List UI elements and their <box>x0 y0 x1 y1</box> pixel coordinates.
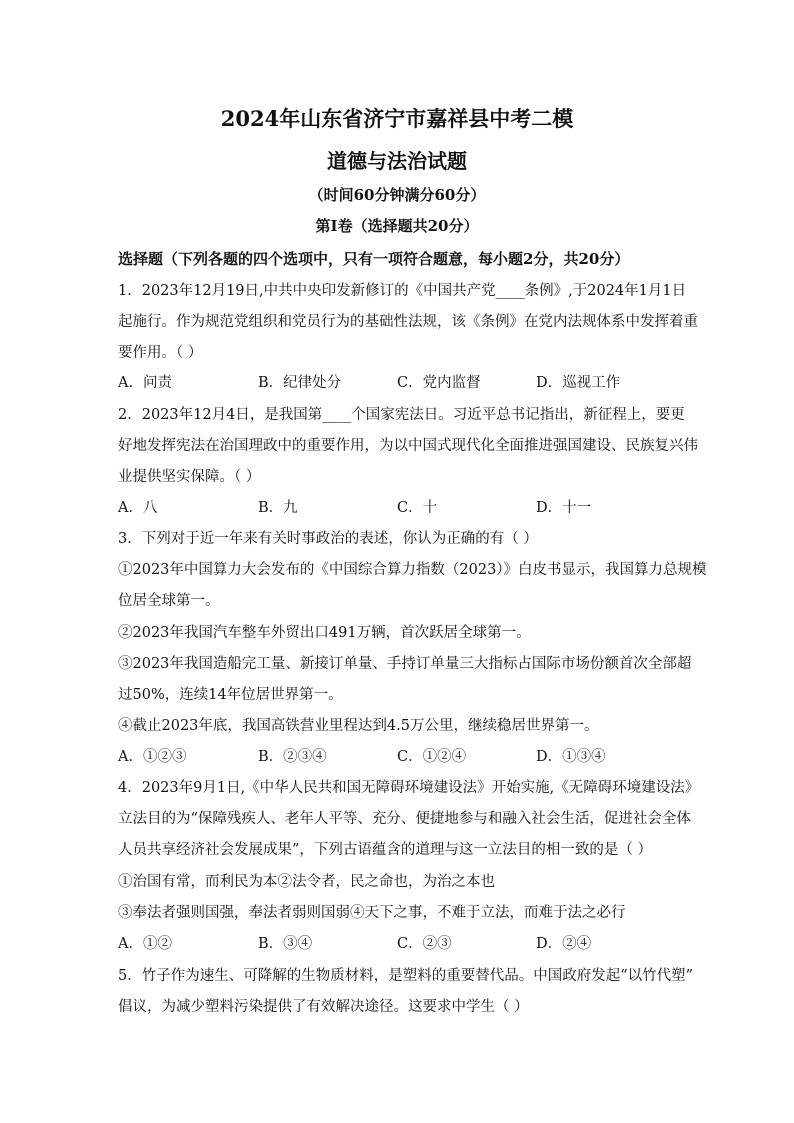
q1-line-1: 1．2023年12月19日,中共中央印发新修订的《中国共产党____条例》,于2024年1月1日 <box>118 283 687 299</box>
q3-line-5: ③2023年我国造船完工量、新接订单量、手持订单量三大指标占国际市场份额首次全部超 <box>118 656 692 672</box>
q3-line-2: ①2023年中国算力大会发布的《中国综合算力指数（2023）》白皮书显示，我国算力总规模 <box>118 562 707 578</box>
q2-option-b: B．九 <box>258 500 298 516</box>
q4-line-1: 4．2023年9月1日,《中华人民共和国无障碍环境建设法》开始实施,《无障碍环境建设法》 <box>118 780 700 796</box>
q4-line-2: 立法目的为“保障残疾人、老年人平等、充分、便捷地参与和融入社会生活，促进社会全体 <box>118 811 691 827</box>
q3-line-7: ④截止2023年底，我国高铁营业里程达到4.5万公里，继续稳居世界第一。 <box>118 718 599 734</box>
volume-heading: 第Ⅰ卷（选择题共20分） <box>315 217 479 235</box>
q3-line-4: ②2023年我国汽车整车外贸出口491万辆，首次跃居全球第一。 <box>118 625 531 641</box>
q3-option-b: B．②③④ <box>258 749 327 765</box>
section-instruction: 选择题（下列各题的四个选项中，只有一项符合题意，每小题2分，共20分） <box>118 250 630 268</box>
q4-option-a: A．①② <box>118 936 172 952</box>
q3-option-c: C．①②④ <box>397 749 467 765</box>
q5-line-1: 5．竹子作为速生、可降解的生物质材料，是塑料的重要替代品。中国政府发起“以竹代塑” <box>118 968 694 984</box>
q2-line-2: 好地发挥宪法在治国理政中的重要作用，为以中国式现代化全面推进强国建设、民族复兴伟 <box>118 438 698 454</box>
q3-line-3: 位居全球第一。 <box>118 593 220 609</box>
q2-line-1: 2．2023年12月4日，是我国第____个国家宪法日。习近平总书记指出，新征程上，要更 <box>118 407 685 423</box>
q1-option-d: D．巡视工作 <box>536 375 621 391</box>
q4-option-c: C．②③ <box>397 936 452 952</box>
q1-line-3: 要作用。（ ） <box>118 345 203 361</box>
q2-option-c: C．十 <box>397 500 438 516</box>
q3-line-6: 过50%，连续14年位居世界第一。 <box>118 687 343 703</box>
q1-option-a: A．问责 <box>118 375 172 391</box>
q2-line-3: 业提供坚实保障。（ ） <box>118 469 261 485</box>
q4-option-d: D．②④ <box>536 936 592 952</box>
q4-line-3: 人员共享经济社会发展成果”，下列古语蕴含的道理与这一立法目的相一致的是（ ） <box>118 842 653 858</box>
q4-line-4: ①治国有常，而利民为本②法令者，民之命也，为治之本也 <box>118 874 495 890</box>
q4-option-b: B．③④ <box>258 936 313 952</box>
q3-option-d: D．①③④ <box>536 749 606 765</box>
time-note: （时间60分钟满分60分） <box>308 186 486 204</box>
q2-option-a: A．八 <box>118 500 158 516</box>
q1-line-2: 起施行。作为规范党组织和党员行为的基础性法规，该《条例》在党内法规体系中发挥着重 <box>118 314 698 330</box>
q2-option-d: D．十一 <box>536 500 592 516</box>
page-subtitle: 道德与法治试题 <box>327 149 467 173</box>
q1-option-c: C．党内监督 <box>397 375 481 391</box>
page-title: 2024年山东省济宁市嘉祥县中考二模 <box>220 106 574 131</box>
q4-line-5: ③奉法者强则国强，奉法者弱则国弱④天下之事，不难于立法，而难于法之必行 <box>118 905 626 921</box>
q5-line-2: 倡议，为减少塑料污染提供了有效解决途径。这要求中学生（ ） <box>118 999 529 1015</box>
q3-option-a: A．①②③ <box>118 749 187 765</box>
q3-line-1: 3．下列对于近一年来有关时事政治的表述，你认为正确的有（ ） <box>118 531 538 547</box>
q1-option-b: B．纪律处分 <box>258 375 342 391</box>
